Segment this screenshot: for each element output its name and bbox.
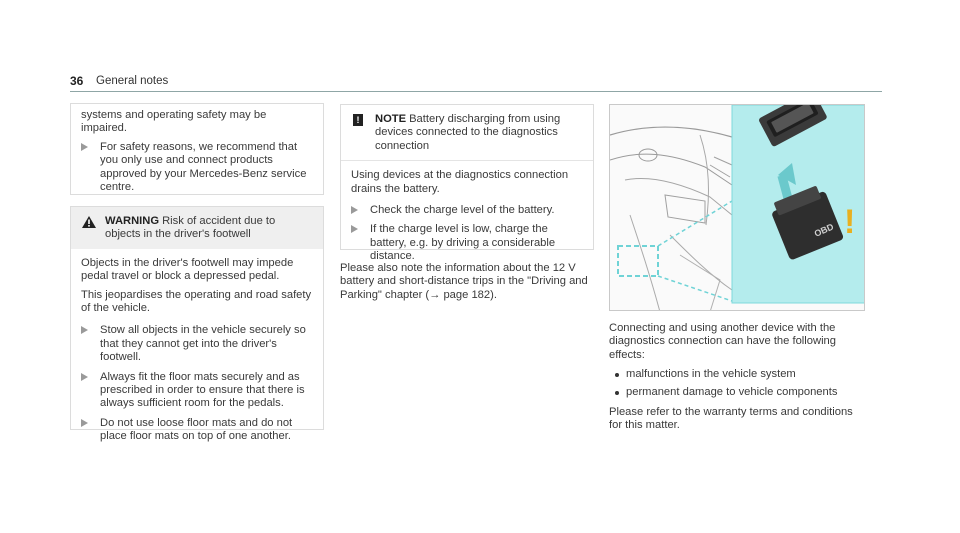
page-number: 36: [70, 74, 84, 88]
note-header: [341, 105, 593, 161]
exclamation-mark: !: [844, 203, 856, 241]
list-item: [609, 386, 865, 399]
list-text: permanent damage to vehicle components: [626, 385, 838, 398]
list-text: malfunctions in the vehicle system: [626, 368, 796, 381]
effects-intro: Connecting and using another device with the diagnostics connection can have the following effects:: [609, 322, 837, 361]
arrow-icon: [81, 326, 88, 334]
step-item: [81, 141, 313, 195]
warning-keyword: WARNING: [105, 215, 160, 227]
step-item: [351, 223, 583, 263]
step-text: Check the charge level of the battery.: [370, 204, 555, 217]
warranty-text: Please refer to the warranty terms and conditions for this matter.: [609, 406, 853, 432]
warning-triangle-icon: [82, 216, 96, 228]
warning-box: [70, 206, 324, 443]
effects-section: [609, 322, 865, 438]
step-item: [81, 417, 313, 444]
step-text: If the charge level is low, charge the battery, e.g. by driving a considerable distance.: [370, 223, 556, 263]
warning-header: [71, 207, 323, 249]
arrow-icon: [81, 419, 88, 427]
section-title: General notes: [96, 75, 169, 87]
battery-paragraph: Please also note the information about the 12 V battery and short-distance trips in the "Driving and Parking" chapter (→ page 182).: [340, 262, 588, 301]
step-text: Always fit the floor mats securely and as prescribed in order to ensure that there is always sufficient room for the pedals.: [100, 370, 305, 410]
arrow-icon: [351, 206, 358, 214]
step-item: [81, 324, 313, 364]
warning-headline: Risk of accident due to objects in the driver's footwell: [105, 215, 276, 241]
dashboard-drawing: [610, 105, 865, 311]
intro-box: [70, 103, 324, 195]
page-header: [70, 72, 882, 92]
list-item: [609, 368, 865, 381]
note-box: [340, 104, 594, 263]
step-item: [81, 371, 313, 411]
step-text: Stow all objects in the vehicle securely so that they cannot get into the driver's footwell.: [100, 324, 306, 364]
note-paragraph: Using devices at the diagnostics connection drains the battery.: [351, 169, 569, 195]
arrow-icon: [81, 373, 88, 381]
step-text: For safety reasons, we recommend that you only use and connect products approved by your Mercedes-Benz service centre.: [100, 140, 307, 194]
arrow-icon: [351, 225, 358, 233]
bullet-icon: [615, 391, 619, 395]
warning-paragraph: Objects in the driver's footwell may impede pedal travel or block a depressed pedal.: [81, 256, 294, 283]
arrow-icon: [81, 143, 88, 151]
obd-illustration: [609, 104, 865, 311]
note-keyword: NOTE: [375, 113, 407, 125]
bullet-icon: [615, 373, 619, 377]
step-text: Do not use loose floor mats and do not place floor mats on top of one another.: [100, 416, 293, 443]
step-item: [351, 204, 583, 217]
exclamation-icon: !: [353, 114, 363, 126]
intro-text: systems and operating safety may be impaired.: [81, 109, 267, 135]
note-headline: Battery discharging from using devices connected to the diagnostics connection: [375, 113, 561, 152]
warning-paragraph: This jeopardises the operating and road safety of the vehicle.: [81, 288, 312, 315]
obd-label: OBD: [812, 221, 836, 239]
